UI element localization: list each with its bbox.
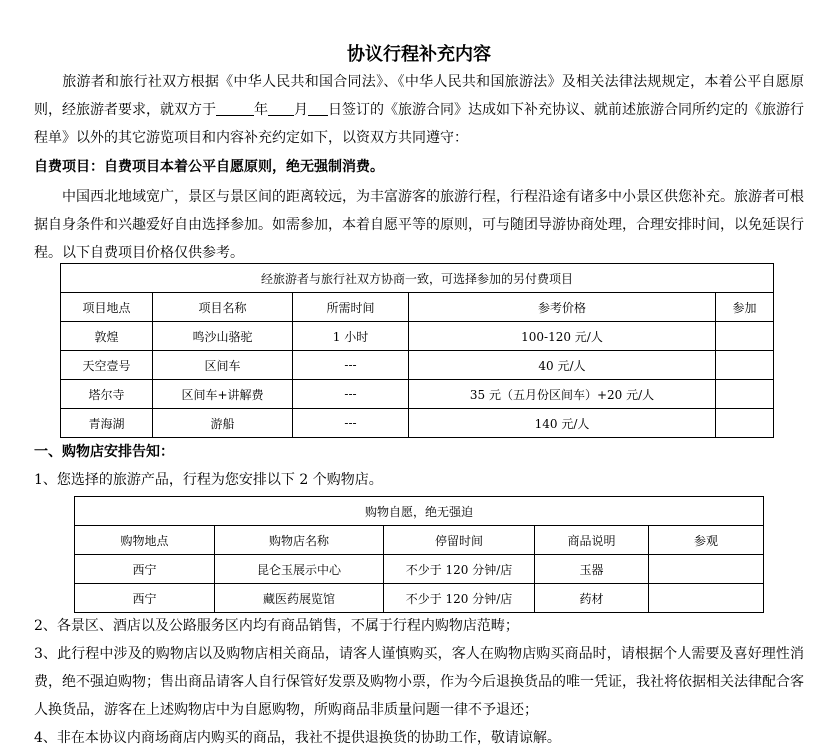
self-pay-heading: 自费项目：自费项目本着公平自愿原则，绝无强制消费。 [34,159,384,175]
blank-day[interactable] [308,99,328,116]
header-cell: 参加 [716,293,774,322]
cell-duration: 1 小时 [293,322,409,351]
cell-location: 青海湖 [61,409,153,438]
shopping-table-caption: 购物自愿，绝无强迫 [75,497,764,526]
header-cell: 参考价格 [409,293,716,322]
cell-goods: 药材 [535,584,649,613]
cell-join[interactable] [716,380,774,409]
cell-join[interactable] [716,322,774,351]
intro-text-1: 旅游者和旅行社双方根据《中华人民共和国合同法》、《中华人民共和国旅游法》及相关法律法规规定，本着公平自愿原则，经旅游者要求，就双方于 [34,74,804,118]
cell-shop-name: 藏医药展览馆 [215,584,384,613]
cell-stay-time: 不少于 120 分钟/店 [384,555,535,584]
table-row [61,380,774,409]
table-header-row [61,293,774,322]
header-cell: 购物地点 [75,526,215,555]
blank-month[interactable] [268,99,294,116]
shopping-item-1: 1、您选择的旅游产品，行程为您安排以下 2 个购物店。 [34,472,383,488]
table-header-row [75,526,764,555]
header-cell: 所需时间 [293,293,409,322]
header-cell: 购物店名称 [215,526,384,555]
blank-year[interactable] [216,99,254,116]
table-row [61,322,774,351]
header-cell: 项目名称 [153,293,293,322]
optional-table-caption: 经旅游者与旅行社双方协商一致，可选择参加的另付费项目 [61,264,774,293]
cell-visit[interactable] [649,584,764,613]
cell-duration: --- [293,351,409,380]
header-cell: 项目地点 [61,293,153,322]
intro-month: 月 [294,102,308,118]
cell-shop-location: 西宁 [75,584,215,613]
cell-price: 100-120 元/人 [409,322,716,351]
table-row [61,409,774,438]
shopping-item-4: 4、非在本协议内商场商店内购买的商品，我社不提供退换货的协助工作，敬请谅解。 [34,730,561,746]
optional-items-table [60,263,774,438]
cell-duration: --- [293,409,409,438]
self-pay-text: 中国西北地域宽广，景区与景区间的距离较远，为丰富游客的旅游行程，行程沿途有诸多中小景区供您补充。旅游者可根据自身条件和兴趣爱好自由选择参加。如需参加，本着自愿平等的原则，可与随团导游协商处理，合理安排时间，以免延误行程。以下自费项目价格仅供参考。 [34,189,804,261]
cell-join[interactable] [716,351,774,380]
shopping-table [74,496,764,613]
cell-price: 40 元/人 [409,351,716,380]
cell-visit[interactable] [649,555,764,584]
cell-join[interactable] [716,409,774,438]
cell-price: 140 元/人 [409,409,716,438]
intro-paragraph [34,68,804,152]
header-cell: 参观 [649,526,764,555]
cell-shop-location: 西宁 [75,555,215,584]
document-title: 协议行程补充内容 [347,44,491,65]
cell-price: 35 元（五月份区间车）+20 元/人 [409,380,716,409]
table-row [75,555,764,584]
cell-item: 区间车 [153,351,293,380]
table-row [61,351,774,380]
intro-text-2: 日签订的《旅游合同》达成如下补充协议、就前述旅游合同所约定的《旅游行程单》以外的其它游览项目和内容补充约定如下，以资双方共同遵守： [34,102,804,146]
cell-item: 游船 [153,409,293,438]
cell-location: 天空壹号 [61,351,153,380]
shopping-heading: 一、购物店安排告知： [34,444,174,460]
cell-location: 塔尔寺 [61,380,153,409]
shopping-item-3: 3、此行程中涉及的购物店以及购物店相关商品，请客人谨慎购买，客人在购物店购买商品时，请根据个人需要及喜好理性消费，绝不强迫购物；售出商品请客人自行保管好发票及购物小票，作为今后退换货品的唯一凭证，我社将依据相关法律配合客人换货品，游客在上述购物店中为自愿购物，所购商品非质量问题一律不予退还； [34,646,804,718]
intro-year: 年 [254,102,268,118]
cell-item: 鸣沙山骆驼 [153,322,293,351]
cell-shop-name: 昆仑玉展示中心 [215,555,384,584]
cell-goods: 玉器 [535,555,649,584]
cell-item: 区间车+讲解费 [153,380,293,409]
shopping-item-2: 2、各景区、酒店以及公路服务区内均有商品销售，不属于行程内购物店范畴； [34,618,519,634]
table-row [75,584,764,613]
self-pay-paragraph [34,183,804,267]
cell-duration: --- [293,380,409,409]
cell-stay-time: 不少于 120 分钟/店 [384,584,535,613]
header-cell: 停留时间 [384,526,535,555]
header-cell: 商品说明 [535,526,649,555]
cell-location: 敦煌 [61,322,153,351]
